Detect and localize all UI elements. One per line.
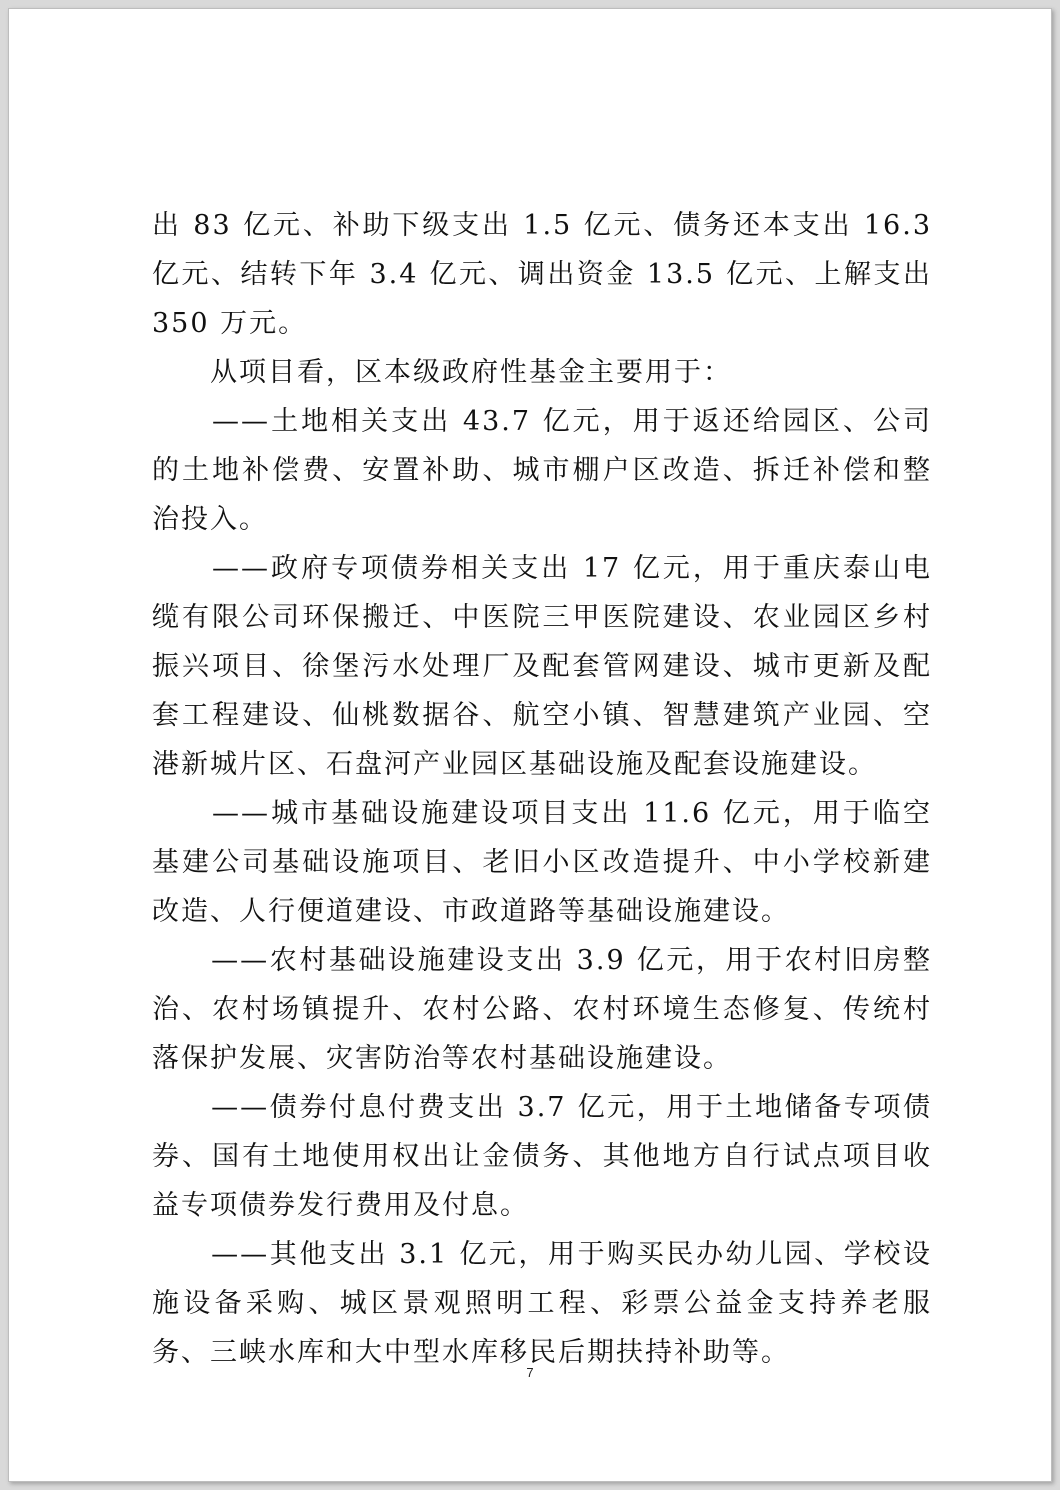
- paragraph-special-bonds: ——政府专项债券相关支出 17 亿元，用于重庆泰山电缆有限公司环保搬迁、中医院三甲医院建设、农业园区乡村振兴项目、徐堡污水处理厂及配套管网建设、城市更新及配套工程建设、仙桃数据谷、航空小镇、智慧建筑产业园、空港新城片区、石盘河产业园区基础设施及配套设施建设。: [152, 553, 932, 780]
- page-number: 7: [526, 1365, 534, 1380]
- paragraph-rural-infrastructure: ——农村基础设施建设支出 3.9 亿元，用于农村旧房整治、农村场镇提升、农村公路、农村环境生态修复、传统村落保护发展、灾害防治等农村基础设施建设。: [152, 945, 932, 1074]
- paragraph-bond-interest: ——债券付息付费支出 3.7 亿元，用于土地储备专项债券、国有土地使用权出让金债务、其他地方自行试点项目收益专项债券发行费用及付息。: [152, 1092, 932, 1221]
- paragraph-expenditure-continuation: 出 83 亿元、补助下级支出 1.5 亿元、债务还本支出 16.3 亿元、结转下年 3.4 亿元、调出资金 13.5 亿元、上解支出 350 万元。: [152, 210, 943, 339]
- document-page: [8, 8, 1052, 1482]
- paragraph-land-expenditure: ——土地相关支出 43.7 亿元，用于返还给园区、公司的土地补偿费、安置补助、城市棚户区改造、拆迁补偿和整治投入。: [152, 406, 932, 535]
- paragraph-other-expenditure: ——其他支出 3.1 亿元，用于购买民办幼儿园、学校设施设备采购、城区景观照明工程、彩票公益金支持养老服务、三峡水库和大中型水库移民后期扶持补助等。: [152, 1239, 932, 1368]
- paragraph-project-intro: 从项目看，区本级政府性基金主要用于：: [152, 357, 732, 388]
- paragraph-urban-infrastructure: ——城市基础设施建设项目支出 11.6 亿元，用于临空基建公司基础设施项目、老旧小区改造提升、中小学校新建改造、人行便道建设、市政道路等基础设施建设。: [152, 798, 932, 927]
- body-text: [152, 201, 943, 1377]
